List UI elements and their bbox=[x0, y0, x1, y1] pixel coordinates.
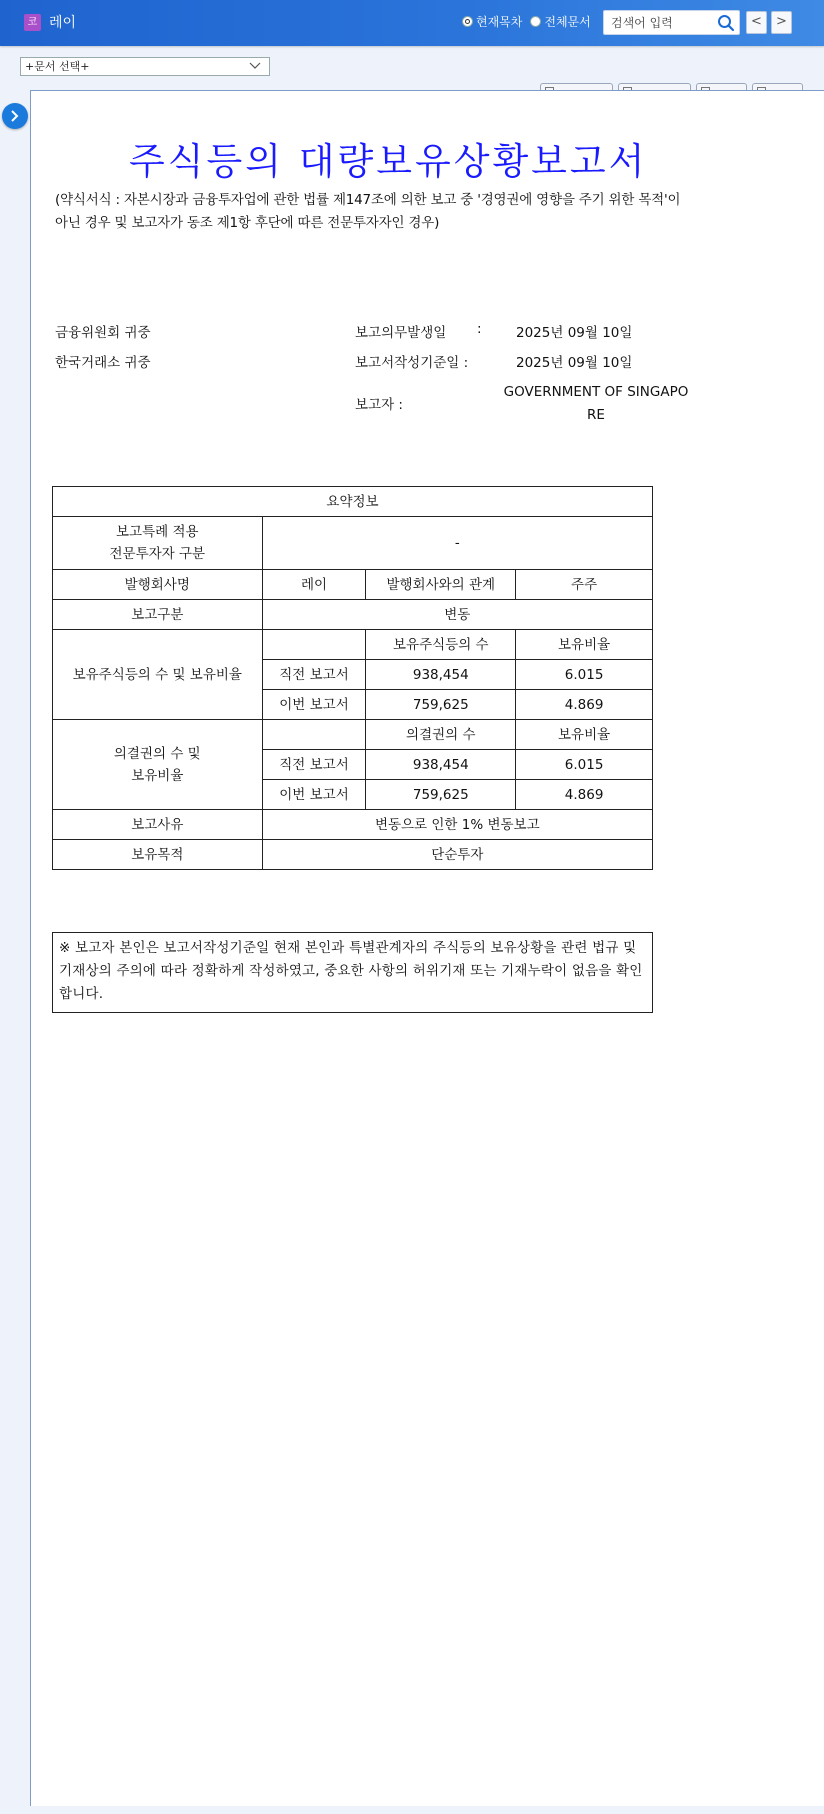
shares-ratio-header: 보유비율 bbox=[516, 630, 653, 660]
shares-this-ratio: 4.869 bbox=[516, 690, 653, 720]
empty-cell bbox=[262, 720, 366, 750]
shares-prev-label: 직전 보고서 bbox=[262, 660, 366, 690]
table-row bbox=[53, 600, 653, 630]
special-value: - bbox=[262, 517, 652, 570]
shares-prev-count: 938,454 bbox=[366, 660, 516, 690]
duty-date-value: 2025년 09월 10일 bbox=[516, 325, 633, 341]
prev-result-button[interactable]: < bbox=[746, 11, 767, 34]
recipient-krx: 한국거래소 귀중 bbox=[55, 355, 151, 371]
sidebar-toggle-button[interactable] bbox=[2, 103, 28, 129]
corp-badge: 코 bbox=[24, 14, 41, 31]
search-box bbox=[603, 10, 740, 35]
table-row bbox=[53, 810, 653, 840]
table-row bbox=[53, 630, 653, 660]
document-select[interactable] bbox=[20, 57, 270, 76]
shares-prev-ratio: 6.015 bbox=[516, 660, 653, 690]
radio-all-docs-label: 전체문서 bbox=[544, 15, 591, 29]
document-subtitle: (약식서식 : 자본시장과 금융투자업에 관한 법률 제147조에 의한 보고 중 '경영권에 영향을 주기 위한 목적'이 아닌 경우 및 보고자가 동조 제1항 후단에 따른 전문투자자인 경우) bbox=[55, 192, 681, 231]
votes-prev-count: 938,454 bbox=[366, 750, 516, 780]
duty-date-label: 보고의무발생일 bbox=[355, 325, 447, 341]
document-select-value: +문서 선택+ bbox=[25, 60, 90, 73]
reporter-value: GOVERNMENT OF SINGAPORE bbox=[503, 384, 689, 423]
votes-ratio-header: 보유비율 bbox=[516, 720, 653, 750]
votes-this-label: 이번 보고서 bbox=[262, 780, 366, 810]
table-row bbox=[53, 517, 653, 570]
base-date-value: 2025년 09월 10일 bbox=[516, 355, 633, 371]
purpose-value: 단순투자 bbox=[262, 840, 652, 870]
shares-this-label: 이번 보고서 bbox=[262, 690, 366, 720]
votes-this-ratio: 4.869 bbox=[516, 780, 653, 810]
shares-label: 보유주식등의 수 및 보유비율 bbox=[53, 630, 263, 720]
votes-count-header: 의결권의 수 bbox=[366, 720, 516, 750]
shares-count-header: 보유주식등의 수 bbox=[366, 630, 516, 660]
top-bar bbox=[0, 0, 824, 46]
radio-current-toc-icon[interactable] bbox=[462, 16, 473, 27]
radio-current-toc[interactable] bbox=[462, 13, 522, 30]
relation-value: 주주 bbox=[516, 570, 653, 600]
recipient-fsc: 금융위원회 귀중 bbox=[55, 325, 151, 341]
reporter-label: 보고자 : bbox=[355, 397, 403, 413]
radio-all-docs-icon[interactable] bbox=[530, 16, 541, 27]
summary-table bbox=[52, 486, 653, 870]
empty-cell bbox=[262, 630, 366, 660]
document-viewer bbox=[30, 90, 824, 1806]
corp-name: 레이 bbox=[49, 15, 77, 31]
issuer-value: 레이 bbox=[262, 570, 366, 600]
reason-value: 변동으로 인한 1% 변동보고 bbox=[262, 810, 652, 840]
table-row bbox=[53, 720, 653, 750]
radio-current-toc-label: 현재목차 bbox=[476, 15, 523, 29]
shares-this-count: 759,625 bbox=[366, 690, 516, 720]
issuer-label: 발행회사명 bbox=[53, 570, 263, 600]
chevron-right-icon bbox=[9, 109, 21, 123]
votes-prev-ratio: 6.015 bbox=[516, 750, 653, 780]
votes-label: 의결권의 수 및 보유비율 bbox=[53, 720, 263, 810]
duty-date-colon: : bbox=[477, 321, 482, 337]
report-type-label: 보고구분 bbox=[53, 600, 263, 630]
table-row bbox=[53, 570, 653, 600]
table-row bbox=[53, 487, 653, 517]
document-title: 주식등의 대량보유상황보고서 bbox=[129, 140, 648, 183]
base-date-label: 보고서작성기준일 : bbox=[355, 355, 469, 371]
table-row bbox=[53, 840, 653, 870]
radio-all-docs[interactable] bbox=[530, 13, 590, 30]
report-type-value: 변동 bbox=[262, 600, 652, 630]
confirmation-notice: ※ 보고자 본인은 보고서작성기준일 현재 본인과 특별관계자의 주식등의 보유상황을 관련 법규 및 기재상의 주의에 따라 정확하게 작성하였고, 중요한 사항의 허위기재 또는 기재누락이 없음을 확인합니다. bbox=[52, 932, 653, 1013]
purpose-label: 보유목적 bbox=[53, 840, 263, 870]
search-input[interactable] bbox=[608, 13, 714, 32]
next-result-button[interactable]: > bbox=[771, 11, 792, 34]
summary-header: 요약정보 bbox=[53, 487, 653, 517]
votes-this-count: 759,625 bbox=[366, 780, 516, 810]
reason-label: 보고사유 bbox=[53, 810, 263, 840]
search-scope bbox=[462, 13, 599, 30]
special-label: 보고특례 적용 전문투자자 구분 bbox=[53, 517, 263, 570]
search-icon[interactable] bbox=[717, 14, 735, 32]
relation-label: 발행회사와의 관계 bbox=[366, 570, 516, 600]
votes-prev-label: 직전 보고서 bbox=[262, 750, 366, 780]
chevron-down-icon bbox=[249, 61, 261, 71]
